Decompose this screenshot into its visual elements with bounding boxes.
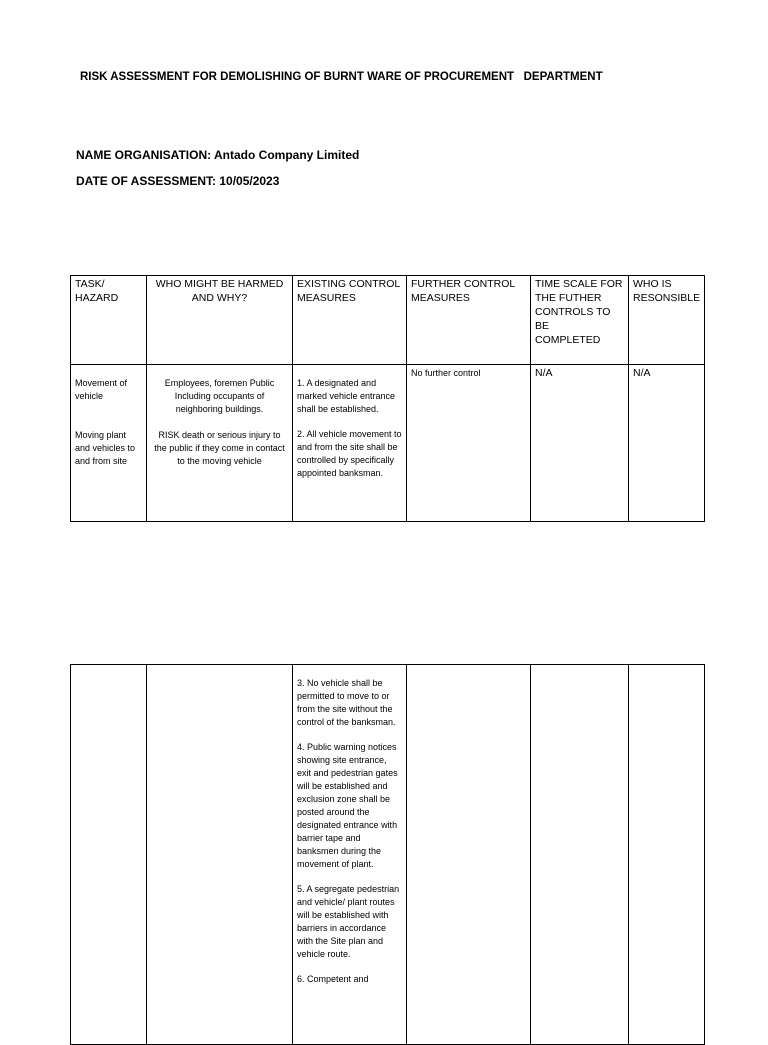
existing-controls-cell [293,365,407,522]
header-further-controls [407,276,531,365]
task-hazard-cell [71,365,147,522]
organisation-line: NAME ORGANISATION: Antado Company Limited [76,148,360,162]
control-measure: 5. A segregate pedestrian and vehicle/ plant routes will be established with barriers in accordance with the Site plan and vehicle route. [297,884,400,959]
risk-table-continued [70,664,705,1045]
time-scale-cell [531,665,629,1045]
further-controls-cell [407,365,531,522]
header-text: TIME SCALE FOR [535,278,623,290]
task-hazard-cell [71,665,147,1045]
table-row [71,665,705,1045]
header-text: TASK/ [75,278,105,290]
table-row [71,365,705,522]
header-text: COMPLETED [535,334,601,346]
risk-table [70,275,705,522]
header-task-hazard [71,276,147,365]
header-text: RESONSIBLE [633,292,701,304]
header-text: MEASURES [297,292,356,304]
header-text: HAZARD [75,292,119,304]
header-existing-controls [293,276,407,365]
responsible-cell [629,665,705,1045]
assessment-date-line: DATE OF ASSESSMENT: 10/05/2023 [76,174,280,188]
header-responsible [629,276,705,365]
time-scale-text: N/A [535,367,553,379]
header-text: EXISTING CONTROL [297,278,401,290]
header-text: WHO MIGHT BE HARMED [155,278,284,290]
control-measure: 4. Public warning notices showing site entrance, exit and pedestrian gates will be established and exclusion zone shall be posted around the designated entrance with barrier tape and banksmen during the movement of plant. [297,742,398,869]
control-measure: 1. A designated and marked vehicle entrance shall be established. [297,378,396,414]
header-text: FURTHER CONTROL [411,278,516,290]
header-text: MEASURES [411,292,470,304]
time-scale-cell [531,365,629,522]
header-who-harmed [147,276,293,365]
task-text: Movement of vehicle [75,378,128,401]
page-title: RISK ASSESSMENT FOR DEMOLISHING OF BURNT WARE OF PROCUREMENT DEPARTMENT [80,71,603,83]
header-text: THE FUTHER [535,292,602,304]
risk-text: RISK death or serious injury to the public if they come in contact to the moving vehicle [154,430,285,466]
further-control-text: No further control [411,368,481,378]
further-controls-cell [407,665,531,1045]
hazard-text: Moving plant and vehicles to and from site [75,430,136,466]
control-measure: 6. Competent and [297,974,369,984]
responsible-cell [629,365,705,522]
header-text: CONTROLS TO BE [535,306,611,332]
who-harmed-cell [147,365,293,522]
who-harmed-cell [147,665,293,1045]
control-measure: 2. All vehicle movement to and from the site shall be controlled by specifically appointed banksman. [297,429,402,478]
table-header-row [71,276,705,365]
existing-controls-cell [293,665,407,1045]
header-text: WHO IS [633,278,672,290]
header-time-scale [531,276,629,365]
control-measure: 3. No vehicle shall be permitted to move to or from the site without the control of the banksman. [297,678,396,727]
who-harmed-text: Employees, foremen Public Including occupants of neighboring buildings. [164,378,275,414]
responsible-text: N/A [633,367,651,379]
header-text: AND WHY? [191,292,248,304]
